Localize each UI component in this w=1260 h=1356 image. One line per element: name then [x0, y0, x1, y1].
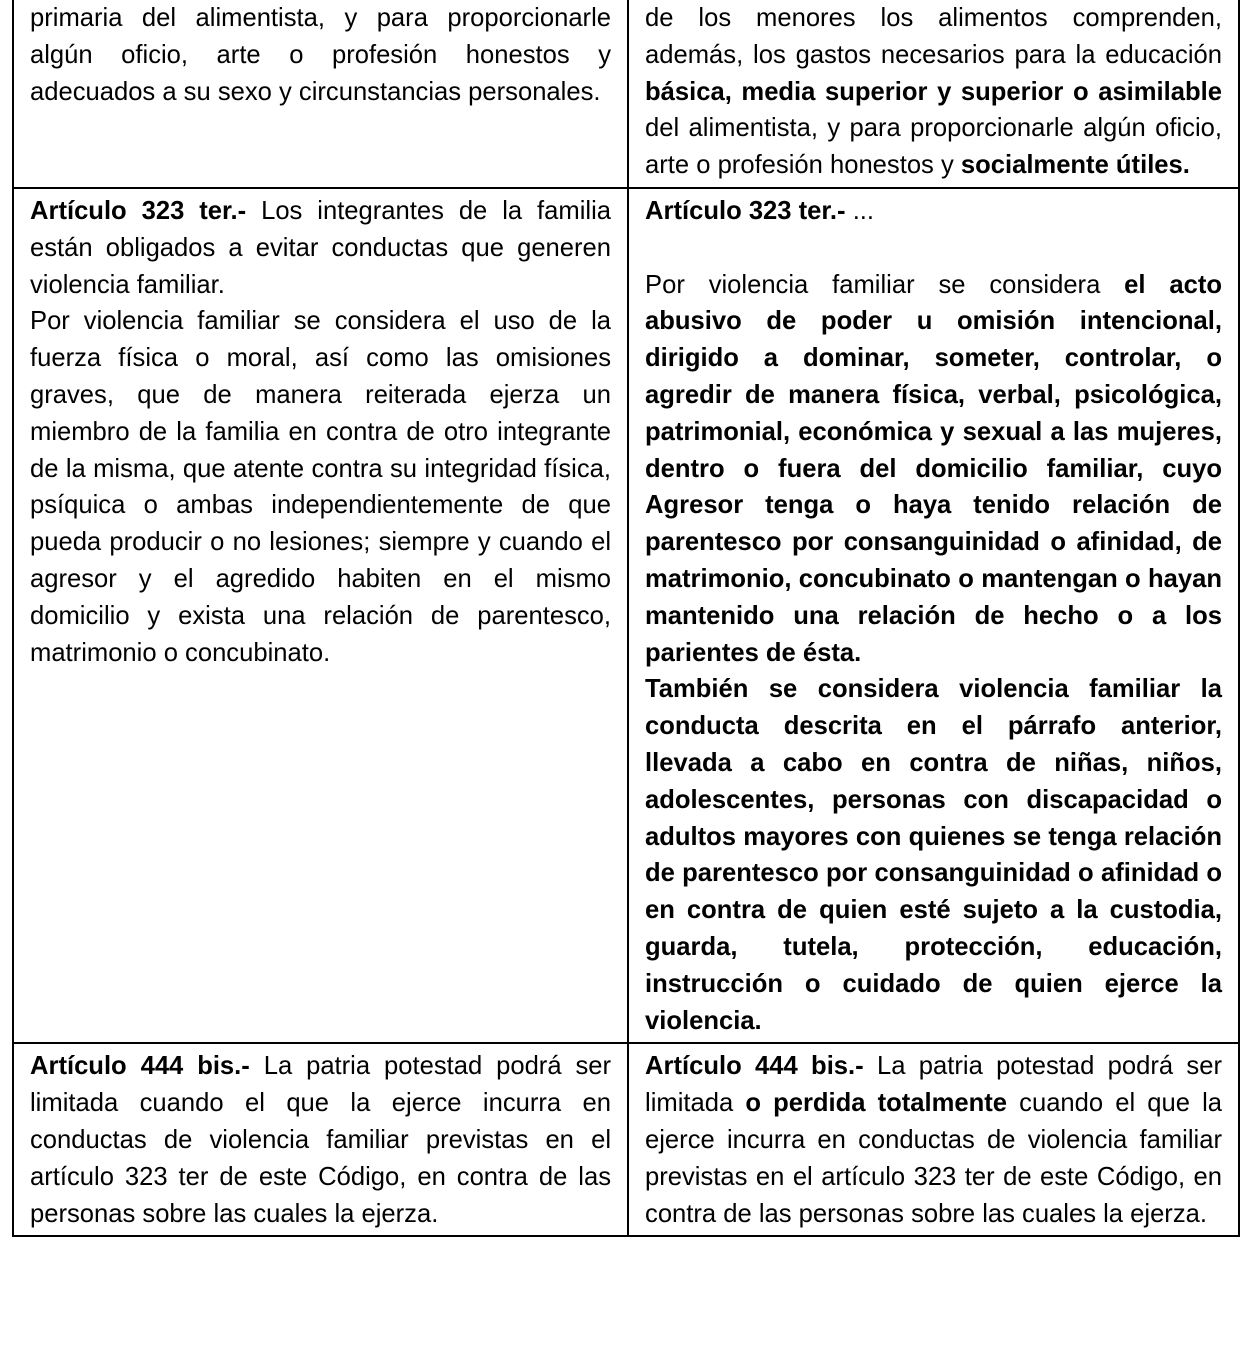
bold-text-run: Artículo 444 bis.- — [645, 1052, 864, 1081]
paragraph — [645, 0, 1222, 184]
text-run: La patria potestad podrá ser limitada — [645, 1052, 1222, 1118]
text-run: primaria del alimentista, y para proporcionarle algún oficio, arte o profesión honestos y adecuados a su sexo y circunstancias personales. — [30, 4, 612, 106]
comparison-table — [12, 0, 1240, 1237]
paragraph — [645, 671, 1222, 1039]
paragraph — [645, 267, 1222, 672]
paragraph — [30, 303, 611, 671]
paragraph — [30, 193, 611, 303]
bold-text-run: También se considera violencia familiar la conducta descrita en el párrafo anterior, llevada a cabo en contra de niñas, niños, adolescentes, personas con discapacidad o adultos mayores con quienes se tenga relación de parentesco por consanguinidad o afinidad o en contra de quien esté sujeto a la custodia, guarda, tutela, protección, educación, instrucción o cuidado de quien ejerce la violencia. — [645, 675, 1222, 1035]
current-text-cell — [13, 0, 628, 188]
text-run: Por violencia familiar se considera el uso de la fuerza física o moral, así como las omisiones graves, que de manera reiterada ejerza un miembro de la familia en contra de otro integrante de la misma, que atente contra su integridad física, psíquica o ambas independientemente de que pueda producir o no lesiones; siempre y cuando el agresor y el agredido habiten en el mismo domicilio y exista una relación de parentesco, matrimonio o concubinato. — [30, 307, 612, 667]
paragraph — [645, 193, 1222, 230]
table-row-articulo-444-bis — [13, 1043, 1239, 1236]
bold-text-run: Artículo 444 bis.- — [30, 1052, 250, 1081]
bold-text-run: Artículo 323 ter.- — [30, 196, 247, 225]
text-run: cuando el que la ejerce incurra en conductas de violencia familiar previstas en el artículo 323 ter de este Código, en contra de las personas sobre las cuales la ejerza. — [645, 1089, 1223, 1228]
proposed-text-cell — [628, 188, 1239, 1043]
bold-text-run: Artículo 323 ter.- — [645, 196, 846, 225]
paragraph — [30, 0, 611, 110]
bold-text-run: socialmente útiles. — [960, 151, 1190, 180]
table-row-alimentos — [13, 0, 1239, 188]
paragraph — [645, 230, 1222, 267]
paragraph — [645, 1048, 1222, 1232]
text-run: de los menores los alimentos comprenden, además, los gastos necesarios para la educación — [645, 4, 1222, 69]
bold-text-run: o perdida totalmente — [745, 1089, 1008, 1118]
table-row-articulo-323-ter — [13, 188, 1239, 1043]
current-text-cell — [13, 188, 628, 1043]
proposed-text-cell — [628, 1043, 1239, 1236]
text-run: Los integrantes de la familia están obligados a evitar conductas que generen violencia familiar. — [30, 196, 612, 299]
bold-text-run: básica, media superior y superior o asimilable — [645, 77, 1222, 106]
text-run: La patria potestad podrá ser limitada cuando el que la ejerce incurra en conductas de violencia familiar previstas en el artículo 323 ter de este Código, en contra de las personas sobre las cuales la ejerza. — [30, 1052, 612, 1228]
paragraph — [30, 1048, 611, 1232]
text-run: Por violencia familiar se considera — [645, 270, 1125, 299]
proposed-text-cell — [628, 0, 1239, 188]
bold-text-run: el acto abusivo de poder u omisión intencional, dirigido a dominar, someter, controlar, o agredir de manera física, verbal, psicológica, patrimonial, económica y sexual a las mujeres, dentro o fuera del domicilio familiar, cuyo Agresor tenga o haya tenido relación de parentesco por consanguinidad o afinidad, de matrimonio, concubinato o mantengan o hayan mantenido una relación de hecho o a los parientes de ésta. — [645, 270, 1222, 667]
current-text-cell — [13, 1043, 628, 1236]
text-run: ... — [845, 196, 875, 225]
text-run: del alimentista, y para proporcionarle algún oficio, arte o profesión honestos y — [645, 114, 1222, 180]
